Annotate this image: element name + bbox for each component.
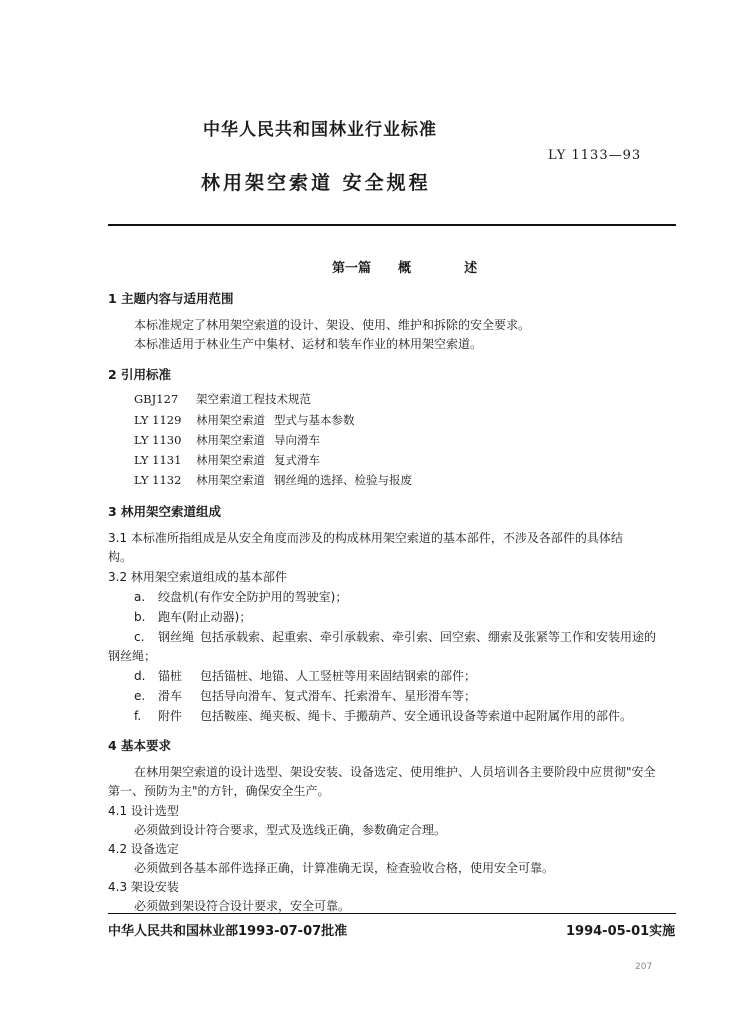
clause-4-3-heading: 4.3 架设安装 [108, 880, 179, 894]
clause-4-1-heading: 4.1 设计选型 [108, 804, 179, 818]
reference-row [134, 472, 412, 488]
item-name: 绞盘机(有作安全防护用的驾驶室)； [158, 590, 348, 604]
footer-rule [108, 913, 676, 914]
reference-desc: 复式滑车 [274, 453, 320, 467]
reference-row [134, 391, 311, 407]
item-name: 附件 [158, 709, 183, 723]
reference-desc: 导向滑车 [274, 433, 320, 447]
item-desc: 包括承载索、起重索、牵引承载索、牵引索、回空索、绷索及张紧等工作和安装用途的 [200, 630, 657, 644]
part-heading [332, 257, 477, 276]
reference-code: LY 1132 [134, 473, 182, 487]
reference-name: 林用架空索道 [196, 473, 265, 487]
item-label: a. [134, 590, 146, 604]
reference-code: LY 1131 [134, 453, 182, 467]
component-item [134, 667, 476, 684]
section-4-paragraph-line-2: 第一、预防为主"的方针，确保安全生产。 [108, 784, 330, 798]
clause-3-1-line-2: 构。 [108, 550, 133, 564]
reference-row [134, 452, 320, 468]
component-item [134, 628, 656, 645]
reference-row [134, 412, 355, 428]
section-4-heading: 4 基本要求 [108, 738, 172, 753]
clause-4-2-heading: 4.2 设备选定 [108, 842, 179, 856]
clause-4-2-text: 必须做到各基本部件选择正确，计算准确无误，检查验收合格，使用安全可靠。 [134, 861, 555, 875]
page-number: 207 [635, 962, 653, 972]
part-name-1: 概 [398, 261, 412, 276]
item-name: 跑车(附止动器)； [158, 610, 252, 624]
reference-name: 林用架空索道 [196, 433, 265, 447]
item-name: 滑车 [158, 689, 183, 703]
reference-desc: 钢丝绳的选择、检验与报废 [274, 473, 412, 487]
reference-name: 林用架空索道 [196, 453, 265, 467]
issuing-organization: 中华人民共和国林业行业标准 [203, 120, 437, 140]
item-label: c. [134, 630, 145, 644]
reference-code: LY 1129 [134, 413, 182, 427]
standard-code: LY 1133—93 [548, 148, 642, 163]
implementation-date: 1994-05-01实施 [566, 924, 676, 939]
clause-4-3-text: 必须做到架设符合设计要求，安全可靠。 [134, 899, 351, 913]
section-1-heading: 1 主题内容与适用范围 [108, 291, 234, 306]
clause-3-2-heading: 3.2 林用架空索道组成的基本部件 [108, 570, 287, 584]
item-desc: 包括导向滑车、复式滑车、托索滑车、星形滑车等； [200, 689, 477, 703]
reference-name: 林用架空索道 [196, 413, 265, 427]
clause-4-1-text: 必须做到设计符合要求，型式及选线正确，参数确定合理。 [134, 823, 447, 837]
component-item-continuation: 钢丝绳； [108, 649, 157, 663]
part-label: 第一篇 [332, 261, 372, 276]
reference-code: GBJ127 [134, 392, 179, 406]
reference-code: LY 1130 [134, 433, 182, 447]
item-name: 锚桩 [158, 669, 183, 683]
component-item [134, 687, 476, 704]
approval-statement: 中华人民共和国林业部1993-07-07批准 [108, 924, 348, 939]
item-label: e. [134, 689, 146, 703]
document-title: 林用架空索道 安全规程 [201, 172, 431, 194]
section-1-paragraph-1: 本标准规定了林用架空索道的设计、架设、使用、维护和拆除的安全要求。 [134, 318, 531, 332]
item-desc: 包括鞍座、绳夹板、绳卡、手搬葫芦、安全通讯设备等索道中起附属作用的部件。 [200, 709, 633, 723]
reference-desc: 型式与基本参数 [274, 413, 355, 427]
item-label: f. [134, 709, 142, 723]
item-desc: 包括锚桩、地锚、人工竖桩等用来固结钢索的部件； [200, 669, 477, 683]
item-label: b. [134, 610, 146, 624]
section-4-paragraph-line-1: 在林用架空索道的设计选型、架设安装、设备选定、使用维护、人员培训各主要阶段中应贯彻"安全 [134, 765, 656, 779]
clause-3-1-line-1: 3.1 本标准所指组成是从安全角度而涉及的构成林用架空索道的基本部件，不涉及各部件的具体结 [108, 531, 623, 545]
section-2-heading: 2 引用标准 [108, 367, 172, 382]
component-item [134, 608, 251, 625]
reference-row [134, 432, 320, 448]
part-name-2: 述 [464, 261, 478, 276]
item-label: d. [134, 669, 146, 683]
component-item [134, 588, 347, 605]
component-item [134, 707, 632, 724]
header-rule [108, 224, 676, 226]
section-3-heading: 3 林用架空索道组成 [108, 504, 222, 519]
reference-name: 架空索道工程技术规范 [196, 392, 311, 406]
section-1-paragraph-2: 本标准适用于林业生产中集材、运材和装车作业的林用架空索道。 [134, 337, 483, 351]
item-name: 钢丝绳 [158, 630, 195, 644]
